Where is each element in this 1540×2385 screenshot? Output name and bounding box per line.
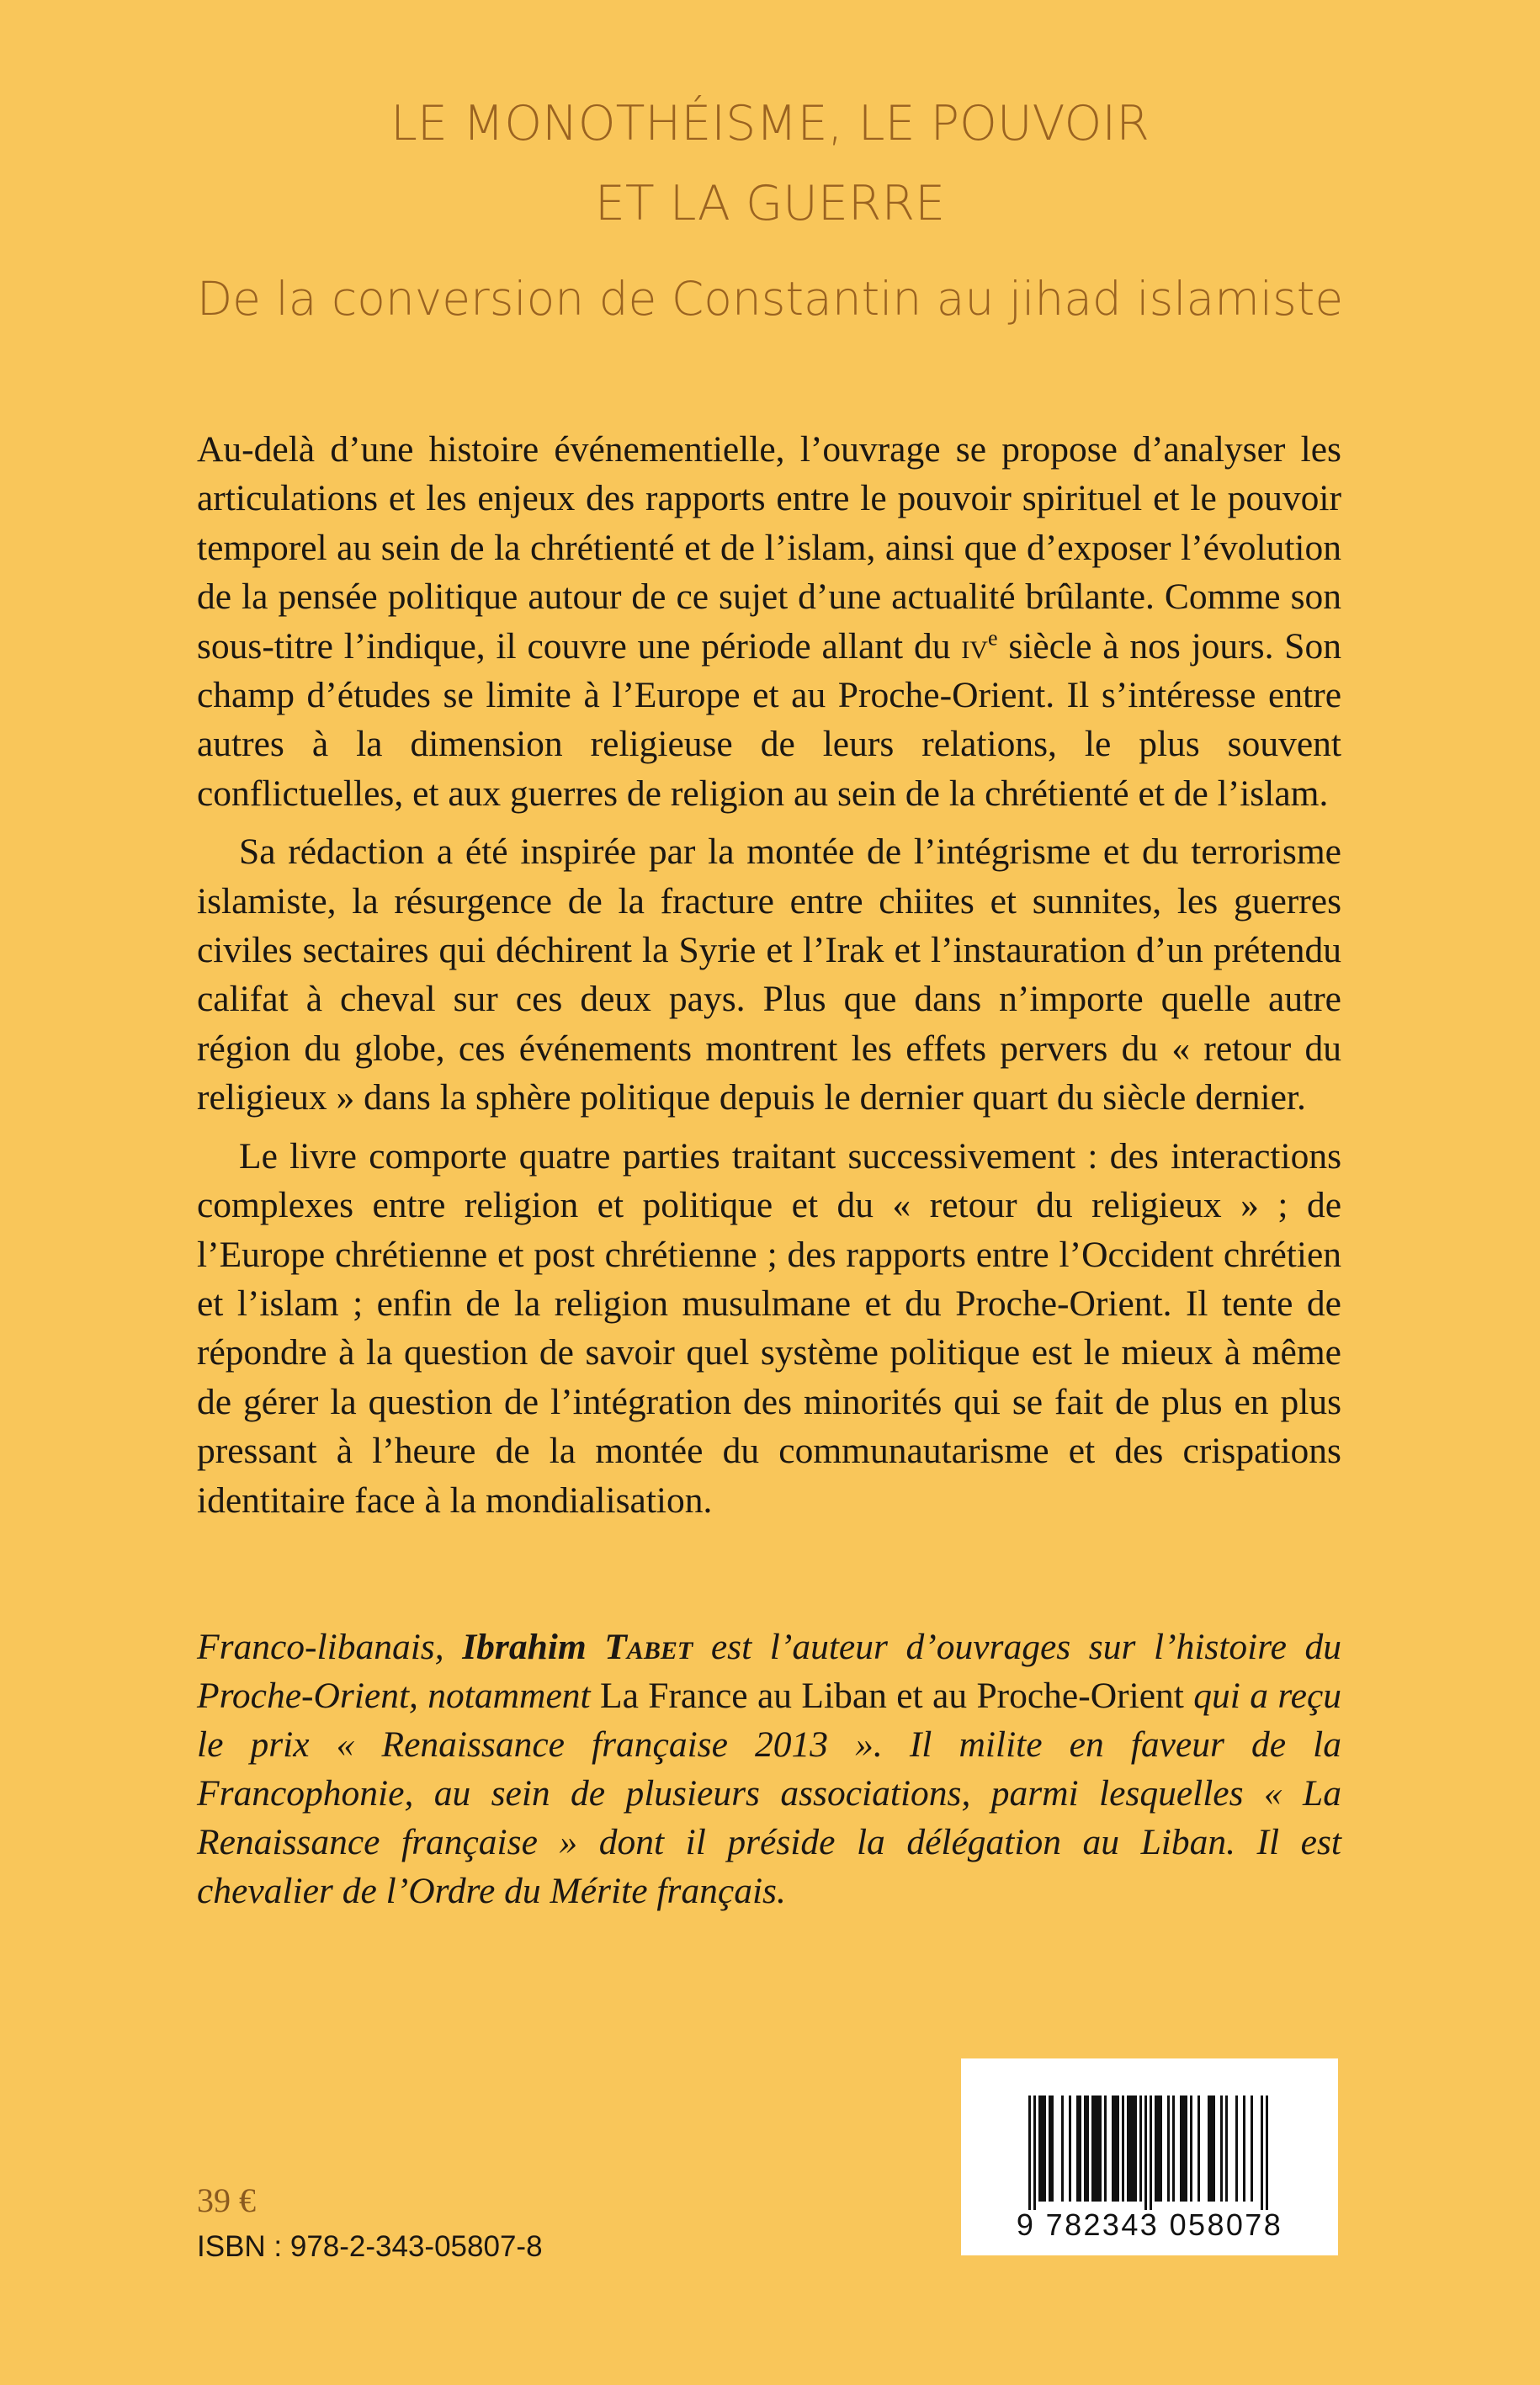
barcode-bar — [1091, 2096, 1094, 2202]
barcode-bar — [1084, 2096, 1086, 2202]
barcode-bar — [1127, 2096, 1129, 2202]
book-subtitle: De la conversion de Constantin au jihad islamiste — [196, 272, 1344, 326]
barcode-bar — [1185, 2096, 1187, 2202]
barcode-bar — [1261, 2096, 1263, 2210]
barcode-bar — [1104, 2096, 1107, 2202]
barcode-digits: 9 782343 058078 — [1016, 2207, 1283, 2242]
barcode-bar — [1182, 2096, 1185, 2202]
summary-paragraph-1-start: Au-delà d’une histoire événementielle, l’ouvrage se propose d’analyser les articulations et les enjeux des rapports entre le pouvoir spirituel et le pouvoir temporel au sein de la chrétienté et de l’islam, ainsi que d’exposer l’évolution de la pensée politique autour de ce sujet d’une actualité brûlante. Comme son sous-titre l’indique, il couvre une période allant du — [197, 429, 1341, 667]
bio-intro: Franco-libanais, — [197, 1627, 463, 1667]
barcode-bar — [1235, 2096, 1238, 2202]
barcode-bar — [1117, 2096, 1119, 2202]
bio-after-name: est l’auteur d’ouvrages sur l’histoire du Proche-Orient, notamment — [197, 1627, 1341, 1716]
barcode-bar — [1213, 2096, 1215, 2202]
book-title-line-1: LE MONOTHÉISME, LE POUVOIR — [390, 96, 1150, 151]
summary-paragraph-1-end: siècle à nos jours. Son champ d’études se limite à l’Europe et au Proche-Orient. Il s’intéresse entre autres à la dimension religieuse de leurs relations, le plus souvent conflictuelles, et aux guerres de religion au sein de la chrétienté et de l’islam. — [197, 625, 1341, 814]
barcode-bar — [1144, 2096, 1147, 2210]
barcode-bar — [1150, 2096, 1152, 2210]
author-biography — [197, 1623, 1341, 1915]
previous-book-title: La France au Liban et au Proche-Orient — [600, 1676, 1184, 1716]
author-first-name: Ibrahim — [462, 1627, 605, 1667]
bio-rest: qui a reçu le prix « Renaissance française 2013 ». Il milite en faveur de la Francophonie, au sein de plusieurs associations, parmi lesquelles « La Renaissance française » dont il préside la délégation au Liban. Il est chevalier de l’Ordre du Mérite français. — [197, 1676, 1341, 1911]
barcode-bar — [1028, 2096, 1031, 2210]
barcode-bar — [1160, 2096, 1162, 2202]
summary-paragraph-2: Sa rédaction a été inspirée par la montée de l’intégrisme et du terrorisme islamiste, la résurgence de la fracture entre chiites et sunnites, les guerres civiles sectaires qui déchirent la Syrie et l’Irak et l’instauration d’un prétendu califat à cheval sur ces deux pays. Plus que dans n’importe quelle autre région du globe, ces événements montrent les effets pervers du « retour du religieux » dans la sphère politique depuis le dernier quart du siècle dernier. — [197, 831, 1341, 1118]
barcode-bar — [1097, 2096, 1099, 2202]
century-numeral: iv — [961, 625, 988, 667]
barcode-bar — [1114, 2096, 1117, 2202]
barcode-bar — [1051, 2096, 1054, 2202]
isbn-label: ISBN : 978-2-343-05807-8 — [197, 2230, 543, 2263]
author-last-name: Tabet — [604, 1627, 693, 1667]
barcode-bar — [1220, 2096, 1223, 2202]
book-summary — [197, 425, 1341, 1534]
summary-paragraph-3: Le livre comporte quatre parties traitant successivement : des interactions complexes entre religion et politique et du « retour du religieux » ; de l’Europe chrétienne et post chrétienne ; des rapports entre l’Occident chrétien et l’islam ; enfin de la religion musulmane et du Proche-Orient. Il tente de répondre à la question de savoir quel système politique est le mieux à même de gérer la question de l’intégration des minorités qui se fait de plus en plus pressant à l’heure de la montée du communautarisme et des crispations identitaire face à la mondialisation. — [197, 1135, 1341, 1521]
book-title-line-2: ET LA GUERRE — [594, 176, 946, 231]
barcode-bar — [1210, 2096, 1213, 2202]
barcode-bar — [1251, 2096, 1253, 2202]
barcode-bar — [1243, 2096, 1245, 2202]
barcode-bar — [1180, 2096, 1182, 2202]
barcode-bar — [1076, 2096, 1079, 2202]
barcode-bar — [1049, 2096, 1051, 2202]
barcode-panel — [961, 2058, 1338, 2255]
barcode-bar — [1079, 2096, 1081, 2202]
barcode-bar — [1112, 2096, 1114, 2202]
barcode-bar — [1157, 2096, 1160, 2202]
barcode-bar — [1172, 2096, 1175, 2202]
barcode-bar — [1129, 2096, 1132, 2202]
barcode-bar — [1033, 2096, 1036, 2210]
barcode-bar — [1197, 2096, 1200, 2202]
ean13-barcode-icon — [1028, 2096, 1271, 2210]
barcode-bar — [1190, 2096, 1192, 2202]
century-superscript: e — [987, 625, 998, 651]
barcode-bar — [1266, 2096, 1268, 2210]
barcode-bar — [1139, 2096, 1142, 2202]
barcode-bar — [1099, 2096, 1102, 2202]
barcode-bar — [1208, 2096, 1210, 2202]
barcode-bar — [1134, 2096, 1137, 2202]
barcode-bar — [1122, 2096, 1124, 2202]
barcode-bar — [1041, 2096, 1043, 2202]
barcode-bar — [1225, 2096, 1228, 2202]
cover-heading — [0, 84, 1540, 328]
barcode-bar — [1155, 2096, 1157, 2202]
barcode-bar — [1061, 2096, 1064, 2202]
barcode-bar — [1132, 2096, 1134, 2202]
barcode-bar — [1043, 2096, 1046, 2202]
barcode-bar — [1038, 2096, 1041, 2202]
price-label: 39 € — [197, 2181, 256, 2219]
summary-paragraph-1 — [197, 425, 1341, 818]
barcode-bar — [1069, 2096, 1071, 2202]
barcode-bar — [1167, 2096, 1170, 2202]
barcode-bar — [1094, 2096, 1097, 2202]
barcode-bar — [1086, 2096, 1089, 2202]
